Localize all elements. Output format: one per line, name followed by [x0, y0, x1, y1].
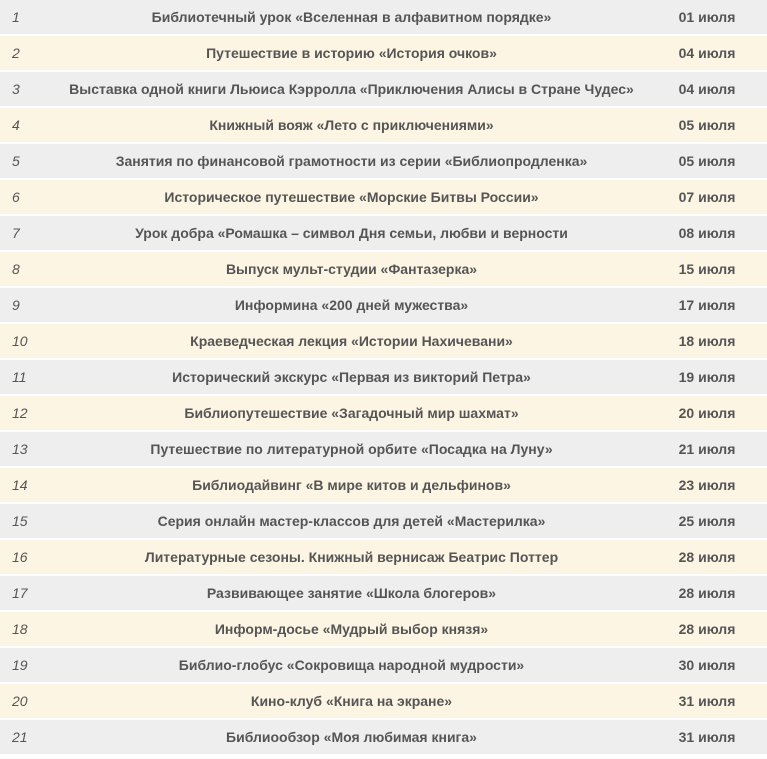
- event-title: Путешествие по литературной орбите «Посадка на Луну»: [56, 432, 647, 468]
- event-date: 04 июля: [647, 72, 767, 108]
- event-number: 8: [0, 252, 56, 288]
- event-date: 07 июля: [647, 180, 767, 216]
- event-title: Кино-клуб «Книга на экране»: [56, 684, 647, 720]
- event-date: 28 июля: [647, 540, 767, 576]
- event-title: Информина «200 дней мужества»: [56, 288, 647, 324]
- table-row: [0, 504, 767, 540]
- event-title: Серия онлайн мастер-классов для детей «Мастерилка»: [56, 504, 647, 540]
- event-number: 3: [0, 72, 56, 108]
- event-number: 1: [0, 0, 56, 36]
- table-row: [0, 468, 767, 504]
- event-date: 17 июля: [647, 288, 767, 324]
- table-row: [0, 288, 767, 324]
- event-title: Библио-глобус «Сокровища народной мудрости»: [56, 648, 647, 684]
- event-number: 11: [0, 360, 56, 396]
- event-title: Библиопутешествие «Загадочный мир шахмат»: [56, 396, 647, 432]
- table-row: [0, 540, 767, 576]
- table-row: [0, 252, 767, 288]
- event-number: 18: [0, 612, 56, 648]
- event-number: 19: [0, 648, 56, 684]
- event-date: 31 июля: [647, 684, 767, 720]
- event-number: 9: [0, 288, 56, 324]
- event-number: 16: [0, 540, 56, 576]
- event-title: Выставка одной книги Льюиса Кэрролла «Приключения Алисы в Стране Чудес»: [56, 72, 647, 108]
- event-title: Литературные сезоны. Книжный вернисаж Беатрис Поттер: [56, 540, 647, 576]
- event-title: Библиотечный урок «Вселенная в алфавитном порядке»: [56, 0, 647, 36]
- table-row: [0, 324, 767, 360]
- event-date: 31 июля: [647, 720, 767, 756]
- event-title: Книжный вояж «Лето с приключениями»: [56, 108, 647, 144]
- event-date: 15 июля: [647, 252, 767, 288]
- table-row: [0, 36, 767, 72]
- event-number: 13: [0, 432, 56, 468]
- event-title: Информ-досье «Мудрый выбор князя»: [56, 612, 647, 648]
- event-date: 08 июля: [647, 216, 767, 252]
- event-date: 01 июля: [647, 0, 767, 36]
- event-number: 10: [0, 324, 56, 360]
- event-date: 05 июля: [647, 144, 767, 180]
- event-date: 23 июля: [647, 468, 767, 504]
- table-row: [0, 72, 767, 108]
- event-date: 21 июля: [647, 432, 767, 468]
- table-row: [0, 684, 767, 720]
- table-row: [0, 648, 767, 684]
- table-row: [0, 576, 767, 612]
- event-number: 14: [0, 468, 56, 504]
- table-row: [0, 216, 767, 252]
- table-row: [0, 144, 767, 180]
- event-number: 4: [0, 108, 56, 144]
- event-title: Выпуск мульт-студии «Фантазерка»: [56, 252, 647, 288]
- event-date: 28 июля: [647, 576, 767, 612]
- event-number: 7: [0, 216, 56, 252]
- table-row: [0, 180, 767, 216]
- event-number: 2: [0, 36, 56, 72]
- event-number: 15: [0, 504, 56, 540]
- table-row: [0, 396, 767, 432]
- event-title: Библиообзор «Моя любимая книга»: [56, 720, 647, 756]
- event-title: Исторический экскурс «Первая из викторий Петра»: [56, 360, 647, 396]
- table-row: [0, 432, 767, 468]
- event-number: 20: [0, 684, 56, 720]
- event-date: 30 июля: [647, 648, 767, 684]
- table-row: [0, 360, 767, 396]
- event-title: Развивающее занятие «Школа блогеров»: [56, 576, 647, 612]
- event-title: Занятия по финансовой грамотности из серии «Библиопродленка»: [56, 144, 647, 180]
- event-title: Историческое путешествие «Морские Битвы России»: [56, 180, 647, 216]
- event-date: 25 июля: [647, 504, 767, 540]
- event-number: 21: [0, 720, 56, 756]
- event-number: 17: [0, 576, 56, 612]
- event-date: 28 июля: [647, 612, 767, 648]
- event-title: Урок добра «Ромашка – символ Дня семьи, любви и верности: [56, 216, 647, 252]
- table-row: [0, 612, 767, 648]
- table-row: [0, 720, 767, 756]
- event-date: 20 июля: [647, 396, 767, 432]
- event-title: Краеведческая лекция «Истории Нахичевани»: [56, 324, 647, 360]
- event-date: 05 июля: [647, 108, 767, 144]
- event-number: 12: [0, 396, 56, 432]
- event-date: 18 июля: [647, 324, 767, 360]
- event-date: 19 июля: [647, 360, 767, 396]
- table-row: [0, 108, 767, 144]
- event-number: 5: [0, 144, 56, 180]
- event-number: 6: [0, 180, 56, 216]
- table-row: [0, 0, 767, 36]
- event-title: Путешествие в историю «История очков»: [56, 36, 647, 72]
- event-date: 04 июля: [647, 36, 767, 72]
- event-title: Библиодайвинг «В мире китов и дельфинов»: [56, 468, 647, 504]
